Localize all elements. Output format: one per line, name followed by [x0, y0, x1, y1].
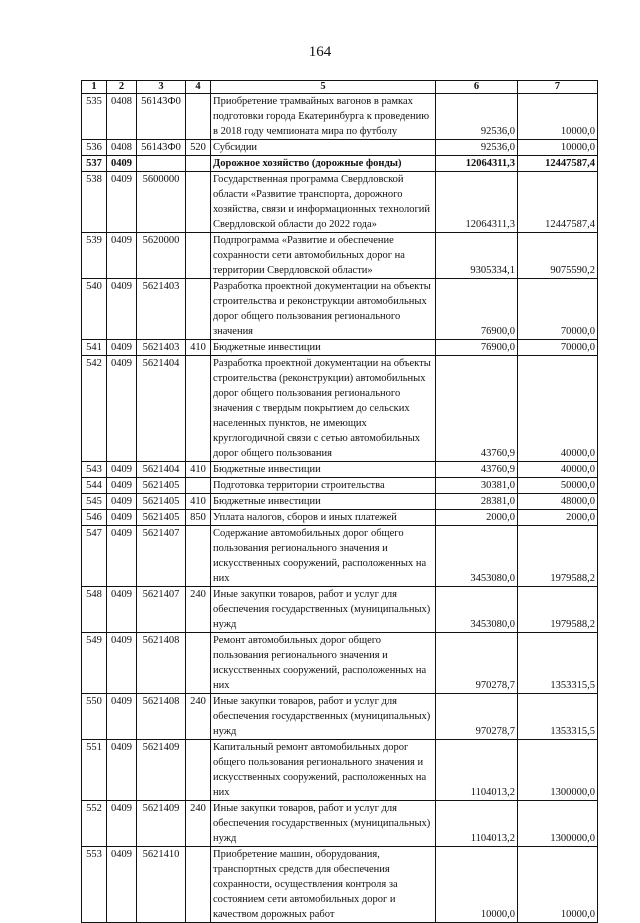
amount-col-7: 70000,0	[518, 340, 598, 356]
row-number: 537	[82, 156, 107, 172]
row-number: 541	[82, 340, 107, 356]
target-article-code: 5621410	[137, 847, 186, 923]
amount-col-6: 76900,0	[436, 279, 518, 340]
target-article-code	[137, 156, 186, 172]
expense-type-code	[186, 740, 211, 801]
expense-type-code	[186, 526, 211, 587]
amount-col-6: 1104013,2	[436, 740, 518, 801]
section-code: 0409	[107, 279, 137, 340]
item-name: Уплата налогов, сборов и иных платежей	[211, 510, 436, 526]
item-name: Иные закупки товаров, работ и услуг для обеспечения государственных (муниципальных) нужд	[211, 694, 436, 740]
row-number: 547	[82, 526, 107, 587]
table-row	[82, 847, 598, 923]
section-code: 0409	[107, 233, 137, 279]
row-number: 550	[82, 694, 107, 740]
item-name: Бюджетные инвестиции	[211, 340, 436, 356]
expense-type-code: 520	[186, 140, 211, 156]
target-article-code: 5621407	[137, 587, 186, 633]
item-name: Бюджетные инвестиции	[211, 494, 436, 510]
row-number: 542	[82, 356, 107, 462]
table-row	[82, 510, 598, 526]
table-row	[82, 140, 598, 156]
amount-col-6: 1104013,2	[436, 801, 518, 847]
expense-type-code: 240	[186, 801, 211, 847]
amount-col-7: 12447587,4	[518, 172, 598, 233]
section-code: 0409	[107, 156, 137, 172]
row-number: 552	[82, 801, 107, 847]
section-code: 0409	[107, 526, 137, 587]
target-article-code: 5621404	[137, 462, 186, 478]
amount-col-7: 40000,0	[518, 356, 598, 462]
item-name: Государственная программа Свердловской области «Развитие транспорта, дорожного хозяйства, связи и информационных технологий Свердловской области до 2022 года»	[211, 172, 436, 233]
item-name: Подпрограмма «Развитие и обеспечение сохранности сети автомобильных дорог на территории Свердловской области»	[211, 233, 436, 279]
expense-type-code	[186, 94, 211, 140]
amount-col-7: 1300000,0	[518, 740, 598, 801]
section-code: 0409	[107, 633, 137, 694]
amount-col-6: 970278,7	[436, 694, 518, 740]
amount-col-6: 28381,0	[436, 494, 518, 510]
target-article-code: 5621405	[137, 494, 186, 510]
row-number: 540	[82, 279, 107, 340]
row-number: 551	[82, 740, 107, 801]
header-row	[82, 81, 598, 94]
section-code: 0409	[107, 694, 137, 740]
item-name: Субсидии	[211, 140, 436, 156]
target-article-code: 5621405	[137, 478, 186, 494]
row-number: 553	[82, 847, 107, 923]
item-name: Приобретение трамвайных вагонов в рамках подготовки города Екатеринбурга к проведению в 2018 году чемпионата мира по футболу	[211, 94, 436, 140]
expense-type-code	[186, 172, 211, 233]
target-article-code: 5621409	[137, 801, 186, 847]
target-article-code: 5621403	[137, 340, 186, 356]
table-body	[82, 94, 598, 923]
target-article-code: 5621409	[137, 740, 186, 801]
col-header-6: 6	[436, 81, 518, 94]
target-article-code: 56143Ф0	[137, 140, 186, 156]
section-code: 0409	[107, 356, 137, 462]
expense-type-code	[186, 233, 211, 279]
amount-col-7: 2000,0	[518, 510, 598, 526]
item-name: Капитальный ремонт автомобильных дорог общего пользования регионального значения и искусственных сооружений, расположенных на них	[211, 740, 436, 801]
item-name: Подготовка территории строительства	[211, 478, 436, 494]
item-name: Приобретение машин, оборудования, транспортных средств для обеспечения сохранности, осуществления контроля за состоянием сети автомобильных дорог и качеством дорожных работ	[211, 847, 436, 923]
expense-type-code: 410	[186, 462, 211, 478]
section-code: 0409	[107, 494, 137, 510]
item-name: Разработка проектной документации на объекты строительства (реконструкции) автомобильных дорог общего пользования регионального значения с твердым покрытием до сельских населенных пунктов, не имеющих круглогодичной связи с сетью автомобильных дорог общего пользования	[211, 356, 436, 462]
item-name: Иные закупки товаров, работ и услуг для обеспечения государственных (муниципальных) нужд	[211, 587, 436, 633]
table-row	[82, 356, 598, 462]
amount-col-6: 12064311,3	[436, 156, 518, 172]
table-row	[82, 233, 598, 279]
amount-col-7: 12447587,4	[518, 156, 598, 172]
target-article-code: 5600000	[137, 172, 186, 233]
row-number: 538	[82, 172, 107, 233]
target-article-code: 5621405	[137, 510, 186, 526]
table-row	[82, 633, 598, 694]
target-article-code: 5621408	[137, 633, 186, 694]
table-row	[82, 279, 598, 340]
row-number: 544	[82, 478, 107, 494]
col-header-1: 1	[82, 81, 107, 94]
row-number: 546	[82, 510, 107, 526]
table-row	[82, 494, 598, 510]
amount-col-6: 3453080,0	[436, 526, 518, 587]
amount-col-7: 10000,0	[518, 94, 598, 140]
amount-col-7: 9075590,2	[518, 233, 598, 279]
table-row	[82, 462, 598, 478]
expense-type-code: 850	[186, 510, 211, 526]
amount-col-7: 1353315,5	[518, 694, 598, 740]
row-number: 535	[82, 94, 107, 140]
row-number: 543	[82, 462, 107, 478]
col-header-4: 4	[186, 81, 211, 94]
amount-col-7: 10000,0	[518, 140, 598, 156]
col-header-3: 3	[137, 81, 186, 94]
section-code: 0409	[107, 587, 137, 633]
col-header-2: 2	[107, 81, 137, 94]
row-number: 549	[82, 633, 107, 694]
amount-col-7: 48000,0	[518, 494, 598, 510]
target-article-code: 56143Ф0	[137, 94, 186, 140]
row-number: 545	[82, 494, 107, 510]
amount-col-7: 70000,0	[518, 279, 598, 340]
amount-col-7: 1979588,2	[518, 587, 598, 633]
amount-col-7: 1353315,5	[518, 633, 598, 694]
item-name: Дорожное хозяйство (дорожные фонды)	[211, 156, 436, 172]
amount-col-7: 50000,0	[518, 478, 598, 494]
page-number: 164	[308, 44, 332, 60]
amount-col-6: 76900,0	[436, 340, 518, 356]
amount-col-6: 2000,0	[436, 510, 518, 526]
table-row	[82, 156, 598, 172]
expense-type-code	[186, 633, 211, 694]
table-row	[82, 172, 598, 233]
expense-type-code	[186, 478, 211, 494]
col-header-5: 5	[211, 81, 436, 94]
expense-type-code	[186, 279, 211, 340]
amount-col-6: 970278,7	[436, 633, 518, 694]
amount-col-6: 92536,0	[436, 94, 518, 140]
amount-col-6: 3453080,0	[436, 587, 518, 633]
table-row	[82, 340, 598, 356]
amount-col-7: 40000,0	[518, 462, 598, 478]
section-code: 0409	[107, 340, 137, 356]
target-article-code: 5621408	[137, 694, 186, 740]
target-article-code: 5621403	[137, 279, 186, 340]
item-name: Иные закупки товаров, работ и услуг для обеспечения государственных (муниципальных) нужд	[211, 801, 436, 847]
expense-type-code	[186, 356, 211, 462]
target-article-code: 5620000	[137, 233, 186, 279]
item-name: Содержание автомобильных дорог общего пользования регионального значения и искусственных сооружений, расположенных на них	[211, 526, 436, 587]
amount-col-7: 1979588,2	[518, 526, 598, 587]
section-code: 0409	[107, 478, 137, 494]
expense-type-code: 240	[186, 694, 211, 740]
amount-col-7: 10000,0	[518, 847, 598, 923]
amount-col-6: 12064311,3	[436, 172, 518, 233]
table-row	[82, 526, 598, 587]
item-name: Разработка проектной документации на объекты строительства и реконструкции автомобильных дорог общего пользования регионального значения	[211, 279, 436, 340]
row-number: 539	[82, 233, 107, 279]
section-code: 0409	[107, 510, 137, 526]
section-code: 0409	[107, 462, 137, 478]
amount-col-6: 92536,0	[436, 140, 518, 156]
section-code: 0409	[107, 740, 137, 801]
table-row	[82, 478, 598, 494]
row-number: 536	[82, 140, 107, 156]
section-code: 0409	[107, 172, 137, 233]
section-code: 0409	[107, 801, 137, 847]
budget-table	[81, 80, 598, 923]
expense-type-code	[186, 156, 211, 172]
item-name: Ремонт автомобильных дорог общего пользования регионального значения и искусственных сооружений, расположенных на них	[211, 633, 436, 694]
amount-col-6: 43760,9	[436, 462, 518, 478]
table-row	[82, 694, 598, 740]
target-article-code: 5621404	[137, 356, 186, 462]
section-code: 0408	[107, 140, 137, 156]
table-row	[82, 94, 598, 140]
amount-col-6: 30381,0	[436, 478, 518, 494]
table-row	[82, 740, 598, 801]
amount-col-6: 10000,0	[436, 847, 518, 923]
amount-col-7: 1300000,0	[518, 801, 598, 847]
amount-col-6: 9305334,1	[436, 233, 518, 279]
expense-type-code	[186, 847, 211, 923]
expense-type-code: 410	[186, 340, 211, 356]
item-name: Бюджетные инвестиции	[211, 462, 436, 478]
table-row	[82, 587, 598, 633]
target-article-code: 5621407	[137, 526, 186, 587]
section-code: 0409	[107, 847, 137, 923]
col-header-7: 7	[518, 81, 598, 94]
section-code: 0408	[107, 94, 137, 140]
expense-type-code: 410	[186, 494, 211, 510]
table-row	[82, 801, 598, 847]
amount-col-6: 43760,9	[436, 356, 518, 462]
row-number: 548	[82, 587, 107, 633]
expense-type-code: 240	[186, 587, 211, 633]
